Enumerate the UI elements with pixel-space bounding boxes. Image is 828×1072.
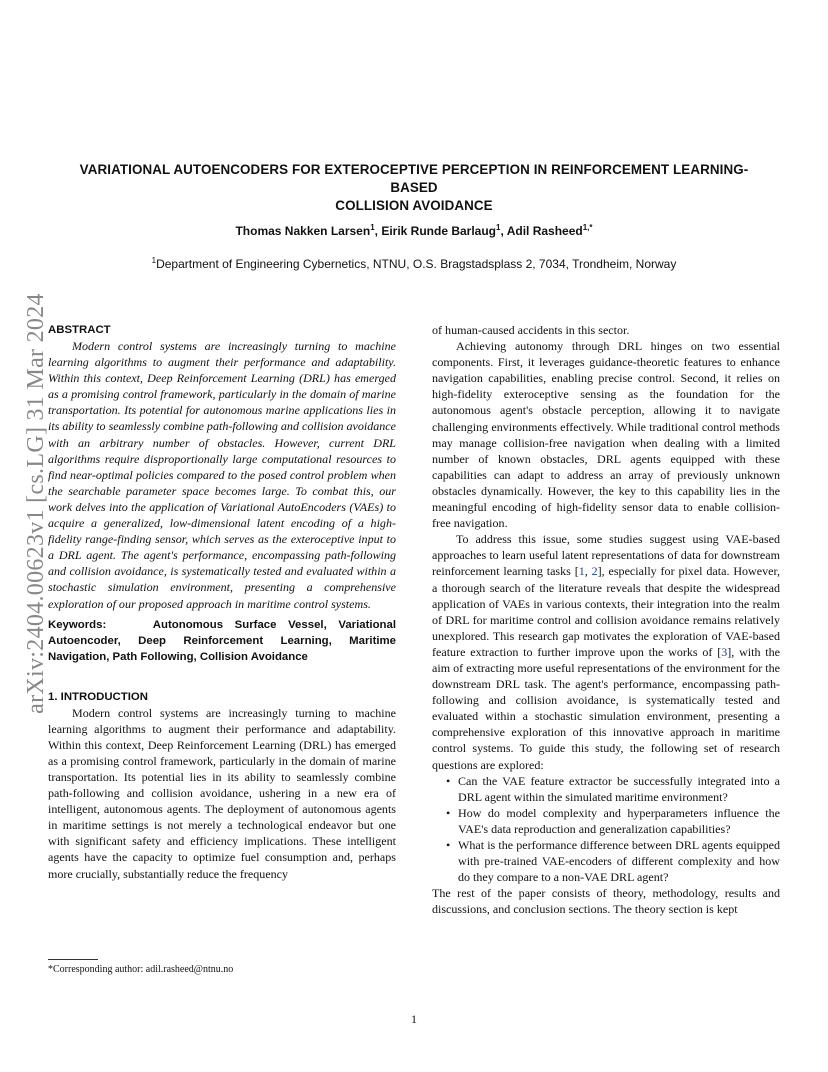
abstract-heading: ABSTRACT — [48, 324, 111, 336]
author-3: Adil Rasheed$^{1,*}$ — [506, 223, 593, 238]
citation-link-1[interactable]: 1 — [578, 564, 585, 579]
intro-paragraph-4: The rest of the paper consists of theory, methodology, results and discussions, and conclusion sections. The theory section is kept — [432, 886, 780, 917]
research-questions — [432, 773, 780, 886]
right-column — [432, 322, 780, 917]
intro-paragraph-1-continued: of human-caused accidents in this sector. — [432, 323, 630, 337]
arxiv-id: arXiv:2404.00623v1 [cs.LG] 31 Mar 2024 — [22, 292, 49, 714]
author-1: Thomas Nakken Larsen$^1$, — [235, 223, 382, 238]
paper-title — [60, 161, 768, 215]
author-list — [60, 224, 768, 238]
research-question-3: • What is the performance difference between DRL agents equipped with pre-trained VAE-encoders of different complexity and how do they compare to a non-VAE DRL agent? — [446, 838, 780, 885]
abstract-text: Modern control systems are increasingly turning to machine learning algorithms to augment their performance and adaptability. Within this context, Deep Reinforcement Learning (DRL) has emerged as a promising control framework, particularly in the domain of marine transportation. Its potential for autonomous marine applications lies in its ability to seamlessly combine path-following and collision avoidance with an arbitrary number of obstacles. However, current DRL algorithms require disproportionally large computational resources to find near-optimal policies compared to the posed control problem when the searchable parameter space becomes large. To combat this, our work delves into the application of Variational AutoEncoders (VAEs) to acquire a generalized, low-dimensional latent encoding of a high-fidelity range-finding sensor, which serves as the exteroceptive input to a DRL agent. The agent's performance, encompassing path-following and collision avoidance, is systematically tested and evaluated within a stochastic simulation environment, presenting a comprehensive exploration of our proposed approach in maritime control systems. — [48, 339, 396, 611]
research-question-1: • Can the VAE feature extractor be successfully integrated into a DRL agent within the simulated maritime environment? — [446, 773, 780, 804]
keywords-text: Autonomous Surface Vessel, Variational Autoencoder, Deep Reinforcement Learning, Maritime Navigation, Path Following, Collision Avoidance — [48, 618, 396, 663]
introduction-heading: 1. INTRODUCTION — [48, 690, 148, 703]
affiliation: $^1$Department of Engineering Cybernetics, NTNU, O.S. Bragstadsplass 2, 7034, Trondheim, Norway — [151, 256, 677, 271]
left-column — [48, 322, 396, 882]
title-line-1: VARIATIONAL AUTOENCODERS FOR EXTEROCEPTIVE PERCEPTION IN REINFORCEMENT LEARNING-BASED — [79, 162, 749, 195]
bullet-icon: • — [446, 773, 451, 788]
intro-paragraph-3: To address this issue, some studies suggest using VAE-based approaches to learn useful latent representations of data for downstream reinforcement learning tasks [1, 2], especially for pixel data. However, a thorough search of the literature reveals that despite the widespread application of VAEs in various contexts, their integration into the realm of DRL for maritime control and collision avoidance remains relatively unexplored. This research gap motivates the exploration of VAE-based feature extraction to further improve upon the works of [3], with the aim of extracting more useful representations of the environment for the downstream DRL task. The agent's performance, encompassing path-following and collision avoidance, is systematically tested and evaluated within a stochastic simulation environment, presenting a comprehensive exploration of this innovative approach in maritime control systems. To guide this study, the following set of research questions are explored: — [432, 532, 780, 772]
footnote: *Corresponding author: adil.rasheed@ntnu.no — [48, 964, 234, 975]
keywords-label: Keywords: — [48, 618, 107, 631]
author-2: Eirik Runde Barlaug$^1$, — [381, 223, 507, 238]
title-line-2: COLLISION AVOIDANCE — [335, 198, 493, 213]
bullet-icon: • — [446, 805, 451, 820]
citation-link-2[interactable]: 2 — [591, 564, 598, 579]
keywords — [48, 617, 396, 665]
intro-paragraph-2: Achieving autonomy through DRL hinges on two essential components. First, it leverages guidance-theoretic features to enhance navigation capabilities, enabling precise control. Second, it relies on high-fidelity exteroceptive sensing as the foundation for the autonomous agent's obstacle perception, allowing it to navigate challenging environments effectively. While traditional control methods may manage collision-free navigation when dealing with a limited number of known obstacles, DRL agents equipped with these capabilities can adapt to address an array of previously unknown obstacles dynamically. However, the key to this capability lies in the meaningful encoding of high-fidelity sensor data to enable collision-free navigation. — [432, 339, 780, 531]
research-question-2: • How do model complexity and hyperparameters influence the VAE's data reproduction and generalization capabilities? — [446, 805, 780, 836]
intro-paragraph-1: Modern control systems are increasingly turning to machine learning algorithms to augment their performance and adaptability. Within this context, Deep Reinforcement Learning (DRL) has emerged as a promising control framework, particularly in the domain of marine transportation. Its potential lies in its ability to seamlessly combine path-following and collision avoidance, ushering in a new era of intelligent, autonomous agents. The deployment of autonomous agents in maritime settings is not merely a technological endeavor but one with significant safety and efficiency implications. These intelligent agents have the capacity to optimize fuel consumption and, perhaps more crucially, substantially reduce the frequency — [48, 705, 396, 881]
page-number: 1 — [411, 1012, 417, 1026]
citation-link-3[interactable]: 3 — [721, 644, 728, 659]
footnote-rule — [48, 959, 98, 960]
bullet-icon: • — [446, 838, 451, 852]
